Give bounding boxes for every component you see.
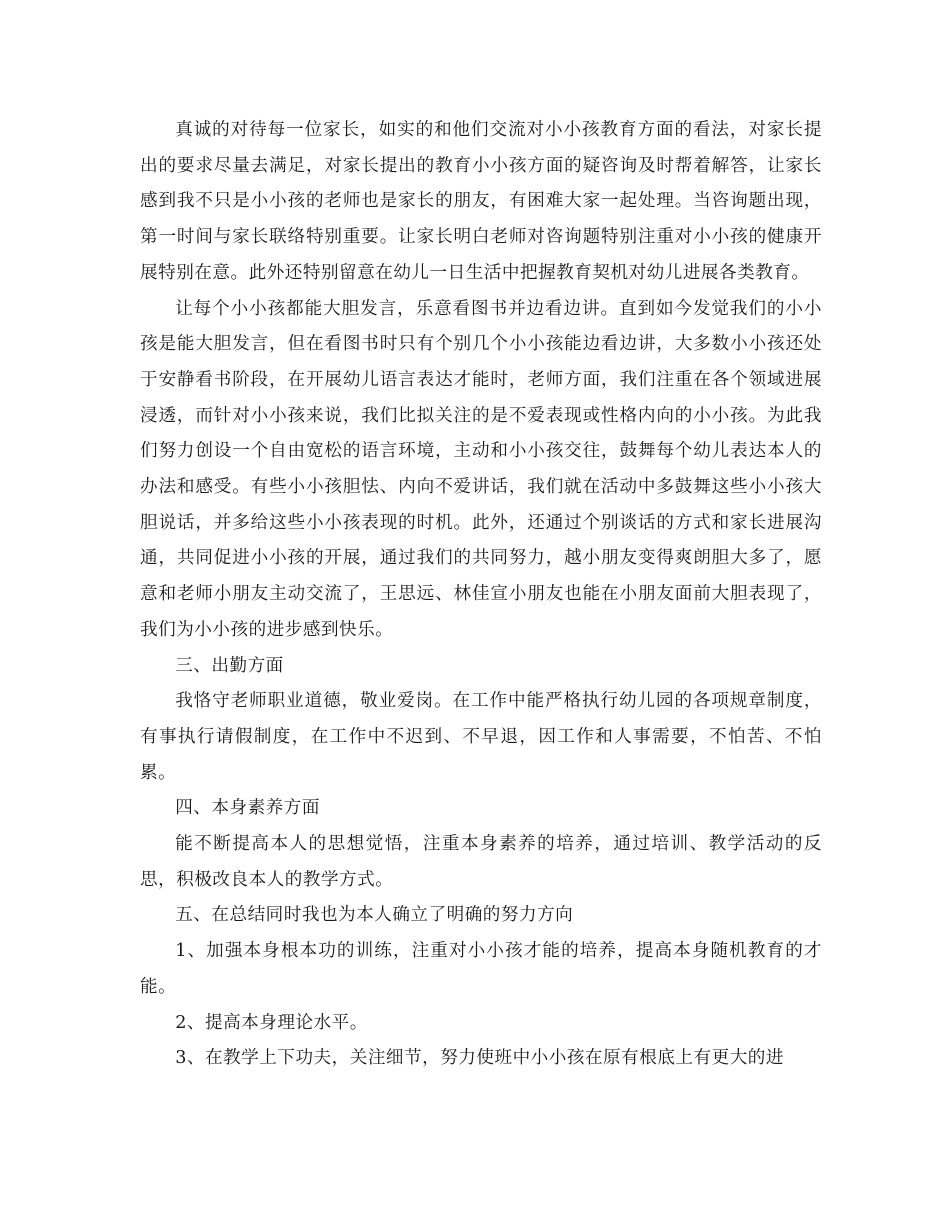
list-item-teaching-details: 3、在教学上下功夫，关注细节，努力使班中小小孩在原有根底上有更大的进 <box>175 1048 784 1069</box>
paragraph-language-expression: 让每个小小孩都能大胆发言，乐意看图书并边看边讲。直到如今发觉我们的小小孩是能大胆发言，但在看图书时只有个别几个小小孩能边看边讲，大多数小小孩还处于安静看书阶段，在开展幼儿语言表达才能时，老师方面，我们注重在各个领域进展浸透，而针对小小孩来说，我们比拟关注的是不爱表现或性格内向的小小孩。为此我们努力创设一个自由宽松的语言环境，主动和小小孩交往，鼓舞每个幼儿表达本人的办法和感受。有些小小孩胆怯、内向不爱讲话，我们就在活动中多鼓舞这些小小孩大胆说话，并多给这些小小孩表现的时机。此外，还通过个别谈话的方式和家长进展沟通，共同促进小小孩的开展，通过我们的共同努力，越小朋友变得爽朗胆大多了，愿意和老师小朋友主动交流了，王思远、林佳宣小朋友也能在小朋友面前大胆表现了，我们为小小孩的进步感到快乐。 <box>140 298 822 640</box>
section-heading-attendance: 三、出勤方面 <box>175 655 284 676</box>
list-item-theory-level: 2、提高本身理论水平。 <box>175 1012 368 1033</box>
paragraph-parent-communication: 真诚的对待每一位家长，如实的和他们交流对小小孩教育方面的看法，对家长提出的要求尽量去满足，对家长提出的教育小小孩方面的疑咨询及时帮着解答，让家长感到我不只是小小孩的老师也是家长的朋友，有困难大家一起处理。当咨询题出现，第一时间与家长联络特别重要。让家长明白老师对咨询题特别注重对小小孩的健康开展特别在意。此外还特别留意在幼儿一日生活中把握教育契机对幼儿进展各类教育。 <box>140 120 822 283</box>
paragraph-self-quality: 能不断提高本人的思想觉悟，注重本身素养的培养，通过培训、教学活动的反思，积极改良本人的教学方式。 <box>140 834 822 890</box>
list-item-basic-skills: 1、加强本身根本功的训练，注重对小小孩才能的培养，提高本身随机教育的才能。 <box>140 941 822 997</box>
document-body <box>140 113 822 1077</box>
paragraph-attendance: 我恪守老师职业道德，敬业爱岗。在工作中能严格执行幼儿园的各项规章制度，有事执行请假制度，在工作中不迟到、不早退，因工作和人事需要，不怕苦、不怕累。 <box>140 691 822 783</box>
section-heading-self-quality: 四、本身素养方面 <box>175 798 320 819</box>
section-heading-direction: 五、在总结同时我也为本人确立了明确的努力方向 <box>175 905 574 926</box>
